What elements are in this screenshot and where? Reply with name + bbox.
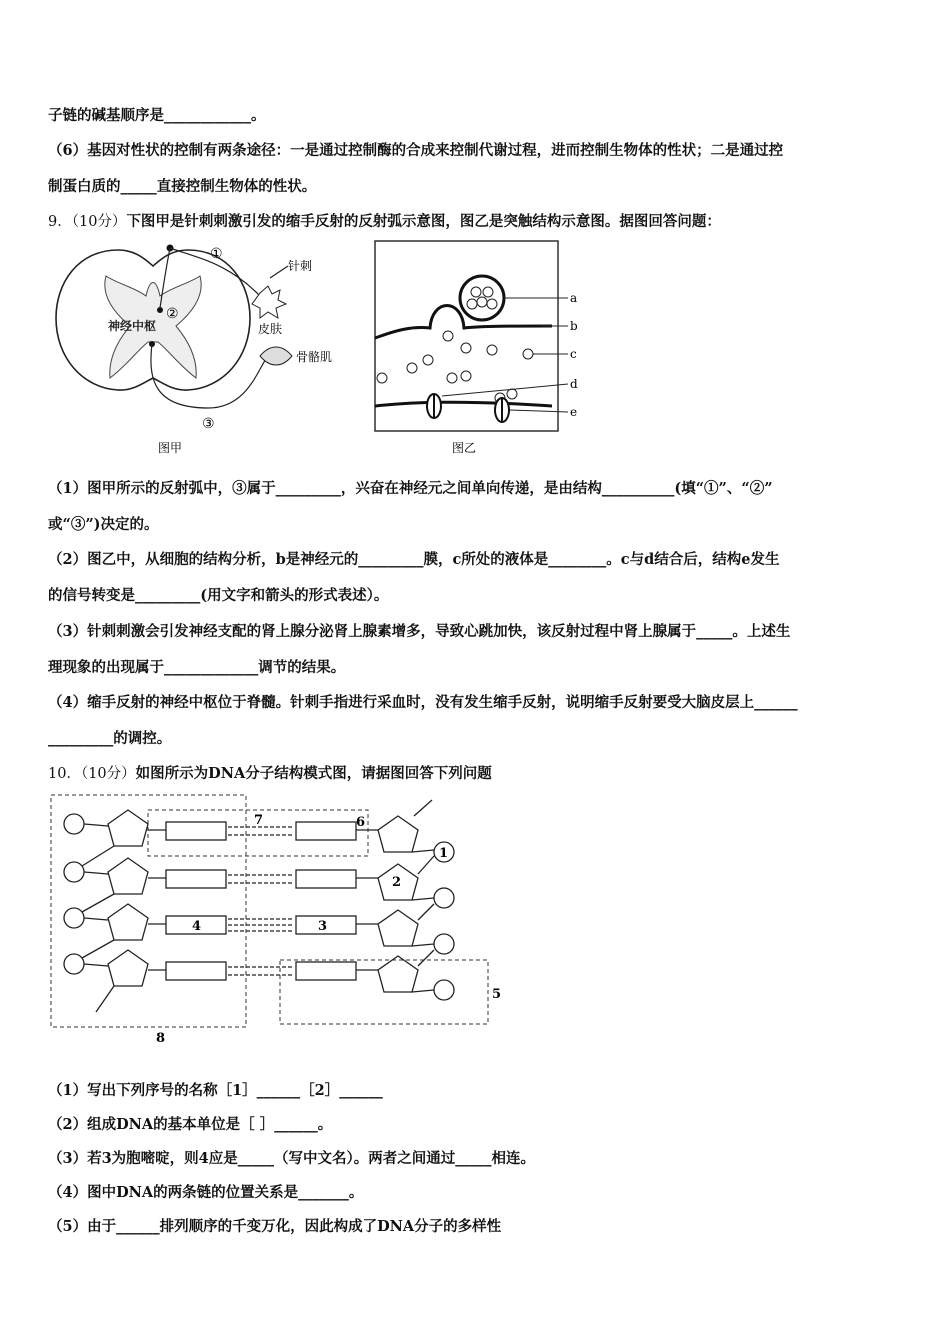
base-left: [166, 962, 226, 980]
text-line: 的信号转变是_________(用文字和箭头的形式表述）。: [48, 587, 389, 604]
label-3: 3: [318, 919, 328, 934]
sugar-left: [108, 858, 148, 894]
transmitter: [447, 373, 457, 383]
base-left: [166, 822, 226, 840]
motor-fiber: [151, 344, 268, 408]
base-left: [166, 870, 226, 888]
base-right: [296, 870, 356, 888]
phosphate-right: [434, 888, 454, 908]
phosphate-left: [64, 954, 84, 974]
transmitter: [443, 331, 453, 341]
figure-caption: 图甲: [158, 441, 183, 455]
text-line: （6）基因对性状的控制有两条途径：一是通过控制酶的合成来控制代谢过程，进而控制生物体的性状；二是通过控: [48, 142, 784, 159]
reflex-arc-figure: [48, 238, 348, 460]
label-4: 4: [192, 919, 202, 934]
text-line: 或“③”)决定的。: [48, 516, 159, 533]
sugar-right: [378, 956, 418, 992]
text-line: （3）针刺刺激会引发神经支配的肾上腺分泌肾上腺素增多，导致心跳加快，该反射过程中肾上腺属于_____。上述生: [48, 623, 791, 640]
text-line: （2）组成DNA的基本单位是［ ］______。: [48, 1116, 333, 1133]
label-7: 7: [254, 813, 264, 828]
label-2: ②: [166, 306, 179, 322]
phosphate-left: [64, 862, 84, 882]
transmitter: [471, 287, 481, 297]
transmitter: [423, 355, 433, 365]
text-line: （2）图乙中，从细胞的结构分析，b是神经元的_________膜，c所处的液体是________。c与d结合后，结构e发生: [48, 551, 780, 568]
phosphate-right: [434, 934, 454, 954]
transmitter: [507, 389, 517, 399]
sugar-right: [378, 816, 418, 852]
text-line: （5）由于______排列顺序的千变万化，因此构成了DNA分子的多样性: [48, 1218, 502, 1235]
text-line: （1）图甲所示的反射弧中，③属于_________，兴奋在神经元之间单向传递，是由结构__________(填“①”、“②”: [48, 480, 773, 497]
text-line: （4）图中DNA的两条链的位置关系是_______。: [48, 1184, 364, 1201]
synapse-figure: [372, 238, 592, 460]
transmitter: [377, 373, 387, 383]
question-number: 10．（10分）: [48, 766, 136, 782]
question-text: 下图甲是针刺刺激引发的缩手反射的反射弧示意图，图乙是突触结构示意图。据图回答问题：: [126, 213, 721, 230]
leader-d: [442, 384, 568, 396]
skin-icon: [252, 286, 286, 318]
transmitter: [477, 297, 487, 307]
sugar-left: [108, 950, 148, 986]
sugar-right: [378, 910, 418, 946]
needle-icon: [270, 266, 288, 278]
label-1: 1: [439, 846, 449, 861]
sugar-left: [108, 904, 148, 940]
dna-structure-figure: [48, 790, 508, 1050]
text-line: _________的调控。: [48, 730, 172, 747]
question-number: 9．（10分）: [48, 214, 127, 230]
text-line: （3）若3为胞嘧啶，则4应是_____（写中文名）。两者之间通过_____相连。: [48, 1150, 536, 1167]
transmitter: [467, 299, 477, 309]
sugar-left: [108, 810, 148, 846]
postsynaptic-membrane: [375, 402, 552, 406]
leader-e: [510, 410, 568, 412]
label-3: ③: [202, 416, 215, 432]
transmitter: [461, 343, 471, 353]
question-9-heading: [48, 210, 721, 231]
label-2: 2: [392, 875, 402, 890]
right-strand: [356, 800, 454, 1000]
label-8: 8: [156, 1031, 166, 1046]
phosphate-right: [434, 980, 454, 1000]
label-e: e: [570, 405, 578, 419]
text-line: （4）缩手反射的神经中枢位于脊髓。针刺手指进行采血时，没有发生缩手反射，说明缩手反射要受大脑皮层上______: [48, 694, 798, 711]
transmitter: [487, 299, 497, 309]
phosphate-left: [64, 908, 84, 928]
transmitter: [523, 349, 533, 359]
needle-label: 针刺: [288, 259, 313, 273]
text-line: （1）写出下列序号的名称［1］______［2］______: [48, 1082, 383, 1099]
skin-label: 皮肤: [258, 322, 283, 336]
figure-caption: 图乙: [452, 441, 477, 455]
left-strand: [64, 810, 166, 1012]
label-d: d: [570, 377, 578, 391]
label-a: a: [570, 291, 578, 305]
question-10-heading: [48, 762, 492, 783]
label-1: ①: [210, 246, 223, 262]
text-line: 子链的碱基顺序是____________。: [48, 107, 266, 124]
text-line: 理现象的出现属于_____________调节的结果。: [48, 659, 346, 676]
muscle-icon: [260, 347, 292, 365]
transmitter: [461, 371, 471, 381]
phosphate-left: [64, 814, 84, 834]
transmitter: [483, 287, 493, 297]
muscle-label: 骨骼肌: [296, 350, 333, 364]
label-c: c: [570, 347, 577, 361]
text-line: 制蛋白质的_____直接控制生物体的性状。: [48, 178, 317, 195]
transmitter: [407, 363, 417, 373]
center-label: 神经中枢: [108, 319, 157, 333]
label-6: 6: [356, 815, 366, 830]
transmitter: [487, 345, 497, 355]
hydrogen-bonds: [228, 827, 294, 975]
label-b: b: [570, 319, 578, 333]
label-5: 5: [492, 987, 502, 1002]
question-text: 如图所示为DNA分子结构模式图，请据图回答下列问题: [135, 765, 492, 782]
base-right: [296, 962, 356, 980]
base-right: [296, 822, 356, 840]
